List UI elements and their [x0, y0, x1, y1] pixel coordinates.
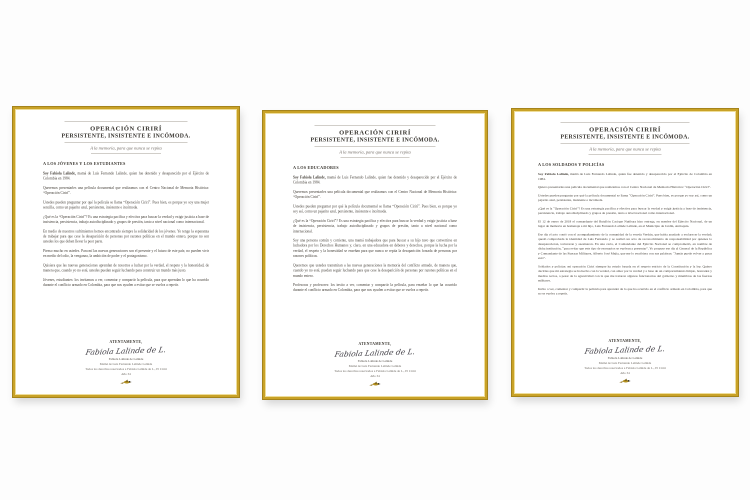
letter-paragraph: Jóvenes, estudiantes: los invitamos a ver, comentar y compartir la película, para que aprendan lo que ha ocurrido durante el conflicto armado en Colombia, para que nos ayuden a evitar que se vuelva a repetir.	[43, 277, 209, 287]
header-top-rule	[561, 122, 690, 123]
header-top-rule	[314, 125, 435, 126]
letter-paragraph: Ese día el acto contó con el acompañamiento de la comunidad de la vereda Verdún, que había ayudado a esclarecer la verdad; quedó comprobada la identidad de Luis Fernando y se realizó un acto de reconocimiento de responsabilidad por quienes lo desaparecieron, torturaron y asesinaron. En una carta, el Comandante del Ejército Nacional se comprometió, en nombre de dicha institución, “para evitar que este tipo de escenarios se vuelvan a presentar”. Yo propuse ese día al General de la República y Comandante de las Fuerzas Militares, Alberto José Mejía, que me lo escribiera con sus palabras: “Jamás puede volver a pasar esto”.	[538, 232, 712, 261]
letter-paragraph: En medio de nuestros sufrimientos hemos encontrado siempre la solidaridad de los jóvenes. Yo tengo la esperanza de trabajar para que cese la desaparición de personas por razones políticas en el mundo entero, porque no son ustedes los que deben llevar la peor parte.	[43, 229, 209, 244]
letter-paragraph: ¿Qué es la “Operación Cirirí”? Es una estrategia pacífica y efectiva para buscar la verdad y exigir justicia a base de insistencia, persistencia, trabajo autodisciplinado y grupos de presión, tanto a nivel nacional como internacional.	[293, 218, 457, 234]
signature-script: Fabiola Lalinde de L.	[334, 347, 416, 360]
letter-paragraph: El 12 de enero de 2018 el comandante del Batallón Cacique Nutibara hizo entrega, en nombre del Ejército Nacional, de un lugar de memoria en homenaje a mi hijo, Luis Fernando Lalinde Lalinde, en el Municipio de Jardín, Antioquia.	[538, 219, 712, 229]
letter-header	[43, 121, 209, 154]
signer-role: Mamá de Luis Fernando Lalinde Lalinde	[99, 362, 153, 367]
letter-paragraph: ¿Qué es la “Operación Cirirí”? Es una estrategia pacífica y efectiva para buscar la verdad y exigir justicia a base de insistencia, persistencia, trabajo autodisciplinado y grupos de presión, tanto a nivel nacional como internacional.	[43, 214, 209, 225]
header-sub-rule	[341, 157, 410, 158]
letter-paragraph: Profesoras y profesores: los invito a ver, comentar y compartir la película, para enseñar lo que ha ocurrido durante el conflicto armado en Colombia, para que nos ayuden a evitar que se vuelva a repetir.	[293, 283, 457, 293]
letter-paragraph: Soldados y policías: mi operación Cirirí siempre ha estado basada en el respeto estricto de la Constitución y la ley. Quiero decirles que mi estrategia se ha hecho con la verdad, con amor por la verdad y a base de un comportamiento limpio, honradez y medios rectos, a pesar de la agresividad con la que me trataron algunos funcionarios del gobierno y miembros de las fuerzas militares.	[538, 264, 712, 283]
letter-paragraph: Queremos presentarles una película documental que realizamos con el Centro Nacional de Memoria Histórica: “Operación Cirirí”.	[43, 185, 209, 196]
letter-sheet	[515, 112, 735, 393]
letter-paragraph: Quisiera que las nuevas generaciones aprendan de nosotros a luchar por la verdad, el respeto y la honestidad, de manera que, cuando yo no esté, ustedes puedan seguir luchando para construir un mundo más justo.	[43, 263, 209, 273]
letter-dedication: A la memoria, para que nunca se repita	[589, 146, 661, 152]
sender-name: Soy Fabiola Lalinde,	[538, 172, 571, 176]
year-line: Año 34	[121, 372, 131, 377]
year-line: Año 34	[620, 371, 630, 376]
ciriri-bird-icon	[369, 381, 382, 388]
letter-title: OPERACIÓN CIRIRÍ	[339, 128, 411, 136]
letter-body	[538, 172, 712, 296]
letter-dedication: A la memoria, para que nunca se repita	[339, 149, 411, 155]
letter-body	[43, 171, 209, 288]
letter-paragraph: Soy Fabiola Lalinde, mamá de Luis Fernando Lalinde, quien fue detenido y desaparecido por el Ejército de Colombia en 1984.	[293, 175, 457, 185]
letter-paragraph: Queremos presentarles una película documental que realizamos con el Centro Nacional de Memoria Histórica: “Operación Cirirí”.	[293, 189, 457, 200]
letter-paragraph: Ustedes pueden preguntar por qué la película documental se llama “Operación Cirirí”. Pues bien, es porque yo soy así, como un pajarito azul, persistente, insistente e incómoda.	[293, 204, 457, 214]
letter-paragraph: Queremos que ustedes transmitan a las nuevas generaciones la memoria del conflicto armado, de manera que, cuando yo no esté, puedan seguir luchando para que cese la desaparición de personas por razones políticas en el mundo entero.	[293, 263, 457, 278]
ciriri-bird-icon	[120, 379, 133, 386]
letter-page-soldados	[512, 109, 738, 396]
signer-role: Mamá de Luis Fernando Lalinde Lalinde	[348, 364, 402, 369]
signature-block	[542, 339, 708, 387]
header-top-rule	[65, 121, 188, 122]
sender-name: Soy Fabiola Lalinde,	[43, 171, 78, 176]
letter-page-jovenes	[13, 107, 239, 397]
letter-paragraph: Soy una persona común y corriente, una mamá trabajadora que para buscar a su hijo tuvo que convertirse en luchadora por los Derechos Humanos y, claro, en una educadora en deberes y derechos, porque la lucha por la verdad, el respeto y la honestidad se enseñan para que nunca se repita la desaparición forzada de personas por razones políticas.	[293, 238, 457, 259]
letter-subtitle-line: PERSISTENTE, INSISTENTE E INCÓMODA.	[560, 134, 690, 140]
closing-word: ATENTAMENTE,	[109, 339, 143, 345]
closing-word: ATENTAMENTE,	[608, 338, 642, 344]
letter-sheet	[16, 110, 236, 394]
salutation: A LOS EDUCADORES	[293, 165, 339, 170]
letter-paragraph: Soy Fabiola Lalinde, mamá de Luis Fernando Lalinde, quien fue detenido y desaparecido por el Ejército de Colombia en 1984.	[43, 171, 209, 181]
letter-dedication: A la memoria, para que nunca se repita	[90, 145, 162, 151]
letter-subtitle-line: PERSISTENTE, INSISTENTE E INCÓMODA.	[310, 137, 440, 143]
letter-body	[293, 175, 457, 293]
header-sub-rule	[91, 153, 161, 154]
signature-script: Fabiola Lalinde de L.	[584, 344, 666, 357]
signer-name: Fabiola Lalinde de Lalinde	[357, 359, 393, 364]
year-line: Año 34	[370, 374, 380, 379]
header-mid-rule	[561, 143, 690, 144]
letter-paragraph: Ustedes pueden preguntar por qué la película se llama “Operación Cirirí”. Pues bien, es porque yo soy una mujer sencilla, como un pajarito azul, persistente, insistente e incómoda.	[43, 200, 209, 210]
rights-line: Todos los derechos reservados a Fabiola Lalinde de L., El Cirirí	[584, 366, 666, 371]
header-mid-rule	[314, 146, 435, 147]
letter-title: OPERACIÓN CIRIRÍ	[589, 125, 661, 133]
salutation: A LOS JÓVENES Y LOS ESTUDIANTES	[43, 161, 126, 166]
signature-script: Fabiola Lalinde de L.	[85, 345, 167, 358]
letter-paragraph: ¿Qué es la “Operación Cirirí”? Es una estrategia pacífica y efectiva para buscar la verdad y exigir justicia a base de insistencia, persistencia, trabajo autodisciplinado y grupos de presión, tanto a nivel nacional como internacional.	[538, 206, 712, 216]
signer-role: Mamá de Luis Fernando Lalinde Lalinde	[598, 361, 652, 366]
letter-paragraph: Invito a ver, comentar y compartir la película para aprender de lo que ha ocurrido en el conflicto armado en Colombia, para que no se vuelva a repetir.	[538, 287, 712, 296]
letter-paragraph: Soy Fabiola Lalinde, mamá de Luis Fernando Lalinde, quien fue detenido y desaparecido por el Ejército de Colombia en 1984.	[538, 172, 712, 181]
letter-header	[538, 122, 712, 155]
sender-name: Soy Fabiola Lalinde,	[293, 175, 328, 180]
rights-line: Todos los derechos reservados a Fabiola Lalinde de L., El Cirirí	[334, 369, 416, 374]
rights-line: Todos los derechos reservados a Fabiola Lalinde de L., El Cirirí	[85, 367, 167, 372]
letter-title: OPERACIÓN CIRIRÍ	[90, 124, 162, 132]
signature-block	[43, 340, 209, 388]
letter-subtitle-line: PERSISTENTE, INSISTENTE E INCÓMODA.	[61, 133, 191, 139]
letter-page-educadores	[263, 111, 487, 399]
signer-name: Fabiola Lalinde de Lalinde	[607, 356, 643, 361]
salutation: A LOS SOLDADOS Y POLICÍAS	[538, 162, 605, 167]
letter-paragraph: Ustedes pueden preguntar por qué la película documental se llama “Operación Cirirí”. Pues bien, es porque yo soy así, como un pajarito azul, persistente, insistente e incómoda.	[538, 193, 712, 203]
signature-block	[293, 342, 457, 390]
header-sub-rule	[588, 154, 661, 155]
ciriri-bird-icon	[619, 378, 632, 385]
closing-word: ATENTAMENTE,	[358, 341, 392, 347]
letter-header	[293, 125, 457, 158]
header-mid-rule	[65, 142, 188, 143]
letter-paragraph: Pienso mucho en ustedes. Para mí las nuevas generaciones son el presente y el futuro de este país; no pueden vivir en medio del odio, la venganza, la ambición de poder y el protagonismo.	[43, 248, 209, 259]
letter-sheet	[266, 114, 484, 396]
signer-name: Fabiola Lalinde de Lalinde	[108, 357, 144, 362]
letter-paragraph: Quiero presentarles una película documental que realizamos con el Centro Nacional de Memoria Histórica: “Operación Cirirí”.	[538, 185, 711, 190]
